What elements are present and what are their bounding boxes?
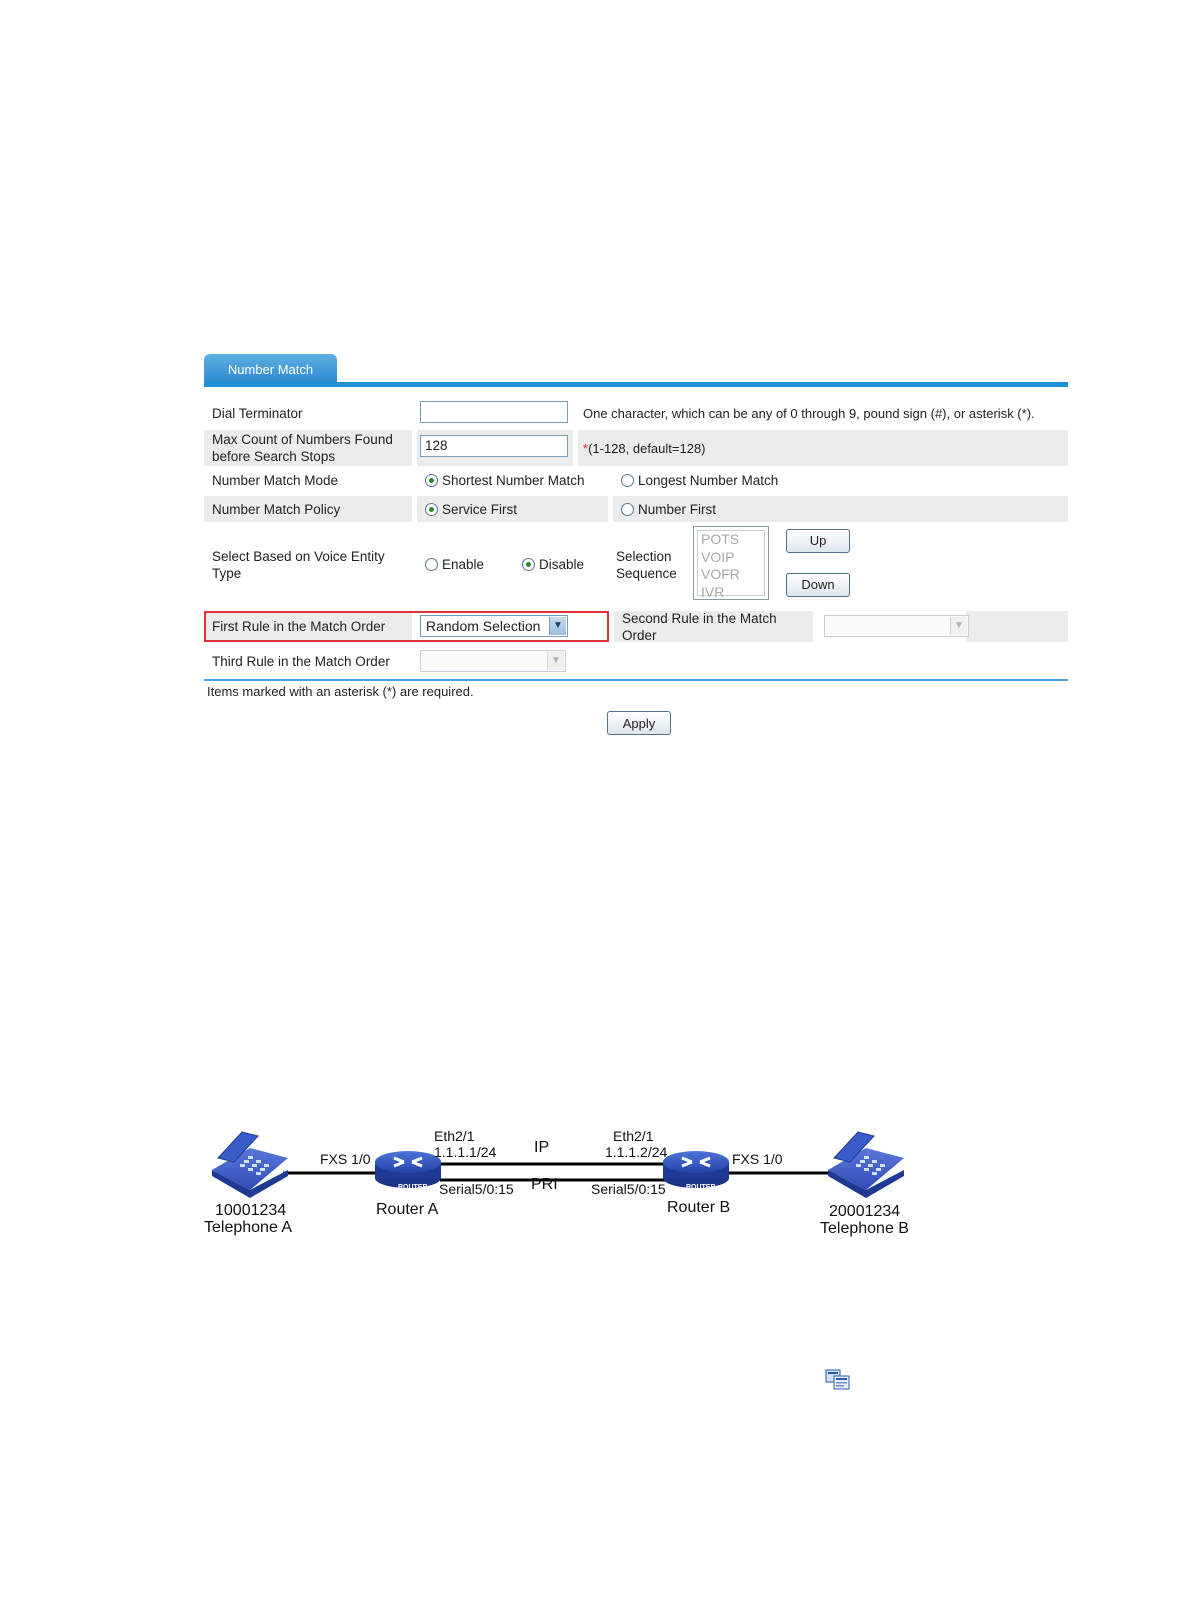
fxs-a-label: FXS 1/0: [320, 1151, 371, 1167]
ip-a-label: 1.1.1.1/24: [434, 1144, 497, 1160]
ip-b-label: 1.1.1.2/24: [605, 1144, 668, 1160]
row-max-count: [204, 430, 1068, 466]
radio-enable-dot[interactable]: [425, 558, 438, 571]
radio-shortest-dot[interactable]: [425, 474, 438, 487]
router-b-icon: [663, 1151, 729, 1188]
radio-longest-number-match[interactable]: [621, 473, 778, 488]
telephone-b-number: 20001234: [829, 1203, 901, 1220]
selection-label-line1: Selection: [616, 549, 672, 564]
selection-sequence-listbox[interactable]: [693, 526, 769, 600]
dial-terminator-hint: One character, which can be any of 0 through 9, pound sign (#), or asterisk (*).: [583, 405, 1035, 421]
eth-a-label: Eth2/1: [434, 1128, 475, 1144]
apply-button[interactable]: Apply: [607, 711, 671, 735]
highlight-box: [204, 611, 609, 642]
row-match-mode: [204, 466, 1068, 494]
shortest-label: Shortest Number Match: [442, 473, 585, 488]
enable-label: Enable: [442, 557, 485, 572]
radio-shortest-number-match[interactable]: [425, 473, 585, 488]
radio-service-first[interactable]: [425, 502, 517, 517]
max-count-label-line1: Max Count of Numbers Found: [212, 432, 393, 447]
list-item[interactable]: VOFR: [701, 566, 740, 582]
match-mode-label: Number Match Mode: [212, 472, 339, 488]
disable-label: Disable: [539, 557, 585, 572]
list-item[interactable]: IVR: [701, 583, 725, 600]
first-rule-label: First Rule in the Match Order: [212, 619, 386, 634]
required-note: Items marked with an asterisk (*) are required.: [207, 684, 474, 699]
radio-number-first-dot[interactable]: [621, 503, 634, 516]
selection-label-line2: Sequence: [616, 566, 677, 581]
up-button[interactable]: Up: [786, 529, 850, 553]
second-rule-label: Second Rule in the Match Order: [622, 610, 777, 643]
copy-icon[interactable]: [825, 1369, 851, 1391]
max-count-label-line2: before Search Stops: [212, 449, 336, 464]
radio-number-first[interactable]: [621, 502, 716, 517]
router-b-badge: ROUTER: [686, 1184, 716, 1191]
radio-disable-dot[interactable]: [522, 558, 535, 571]
fxs-b-label: FXS 1/0: [732, 1151, 783, 1167]
router-b-name: Router B: [667, 1199, 731, 1216]
tab-number-match[interactable]: Number Match: [204, 354, 337, 384]
radio-longest-dot[interactable]: [621, 474, 634, 487]
voice-entity-label-line1: Select Based on Voice Entity: [212, 549, 385, 564]
row-dial-terminator: [204, 396, 1068, 430]
chevron-down-icon[interactable]: ▼: [547, 652, 564, 670]
link-ip-label: IP: [534, 1139, 550, 1156]
listbox-inner: [697, 530, 765, 600]
radio-enable[interactable]: [425, 557, 484, 572]
dial-terminator-input[interactable]: [420, 401, 568, 423]
chevron-down-icon[interactable]: ▼: [549, 617, 566, 635]
third-rule-select[interactable]: [420, 650, 566, 672]
telephone-a-name: Telephone A: [204, 1219, 293, 1236]
row-match-policy: [204, 496, 1068, 522]
serial-b-label: Serial5/0:15: [591, 1181, 666, 1197]
down-button[interactable]: Down: [786, 573, 850, 597]
form-bottom-line: [204, 679, 1068, 681]
telephone-b-name: Telephone B: [820, 1220, 909, 1237]
match-policy-label: Number Match Policy: [212, 501, 341, 517]
serial-a-label: Serial5/0:15: [439, 1181, 514, 1197]
telephone-b-icon: [828, 1132, 904, 1198]
radio-service-first-dot[interactable]: [425, 503, 438, 516]
required-asterisk: *: [583, 440, 589, 456]
router-a-name: Router A: [376, 1201, 439, 1218]
chevron-down-icon[interactable]: ▼: [950, 617, 967, 635]
max-count-hint: (1-128, default=128): [588, 440, 706, 456]
second-rule-select[interactable]: [824, 615, 969, 637]
service-first-label: Service First: [442, 502, 518, 517]
list-item[interactable]: VOIP: [701, 548, 735, 565]
router-a-badge: ROUTER: [398, 1184, 428, 1191]
telephone-a-number: 10001234: [215, 1202, 287, 1219]
tab-underline: [204, 382, 1068, 387]
router-a-icon: [375, 1151, 441, 1188]
dial-terminator-label: Dial Terminator: [212, 405, 303, 421]
eth-b-label: Eth2/1: [613, 1128, 654, 1144]
longest-label: Longest Number Match: [638, 473, 779, 488]
link-pri-label: PRI: [531, 1176, 558, 1193]
radio-disable[interactable]: [522, 557, 584, 572]
number-first-label: Number First: [638, 502, 717, 517]
list-item[interactable]: POTS: [701, 531, 740, 547]
row-voice-entity: [204, 524, 1068, 606]
max-count-input[interactable]: 128: [420, 435, 568, 457]
row-third-rule: [204, 646, 1068, 677]
voice-entity-label-line2: Type: [212, 566, 242, 581]
telephone-a-icon: [212, 1132, 288, 1198]
third-rule-label: Third Rule in the Match Order: [212, 654, 390, 669]
first-rule-value: Random Selection: [426, 618, 541, 634]
